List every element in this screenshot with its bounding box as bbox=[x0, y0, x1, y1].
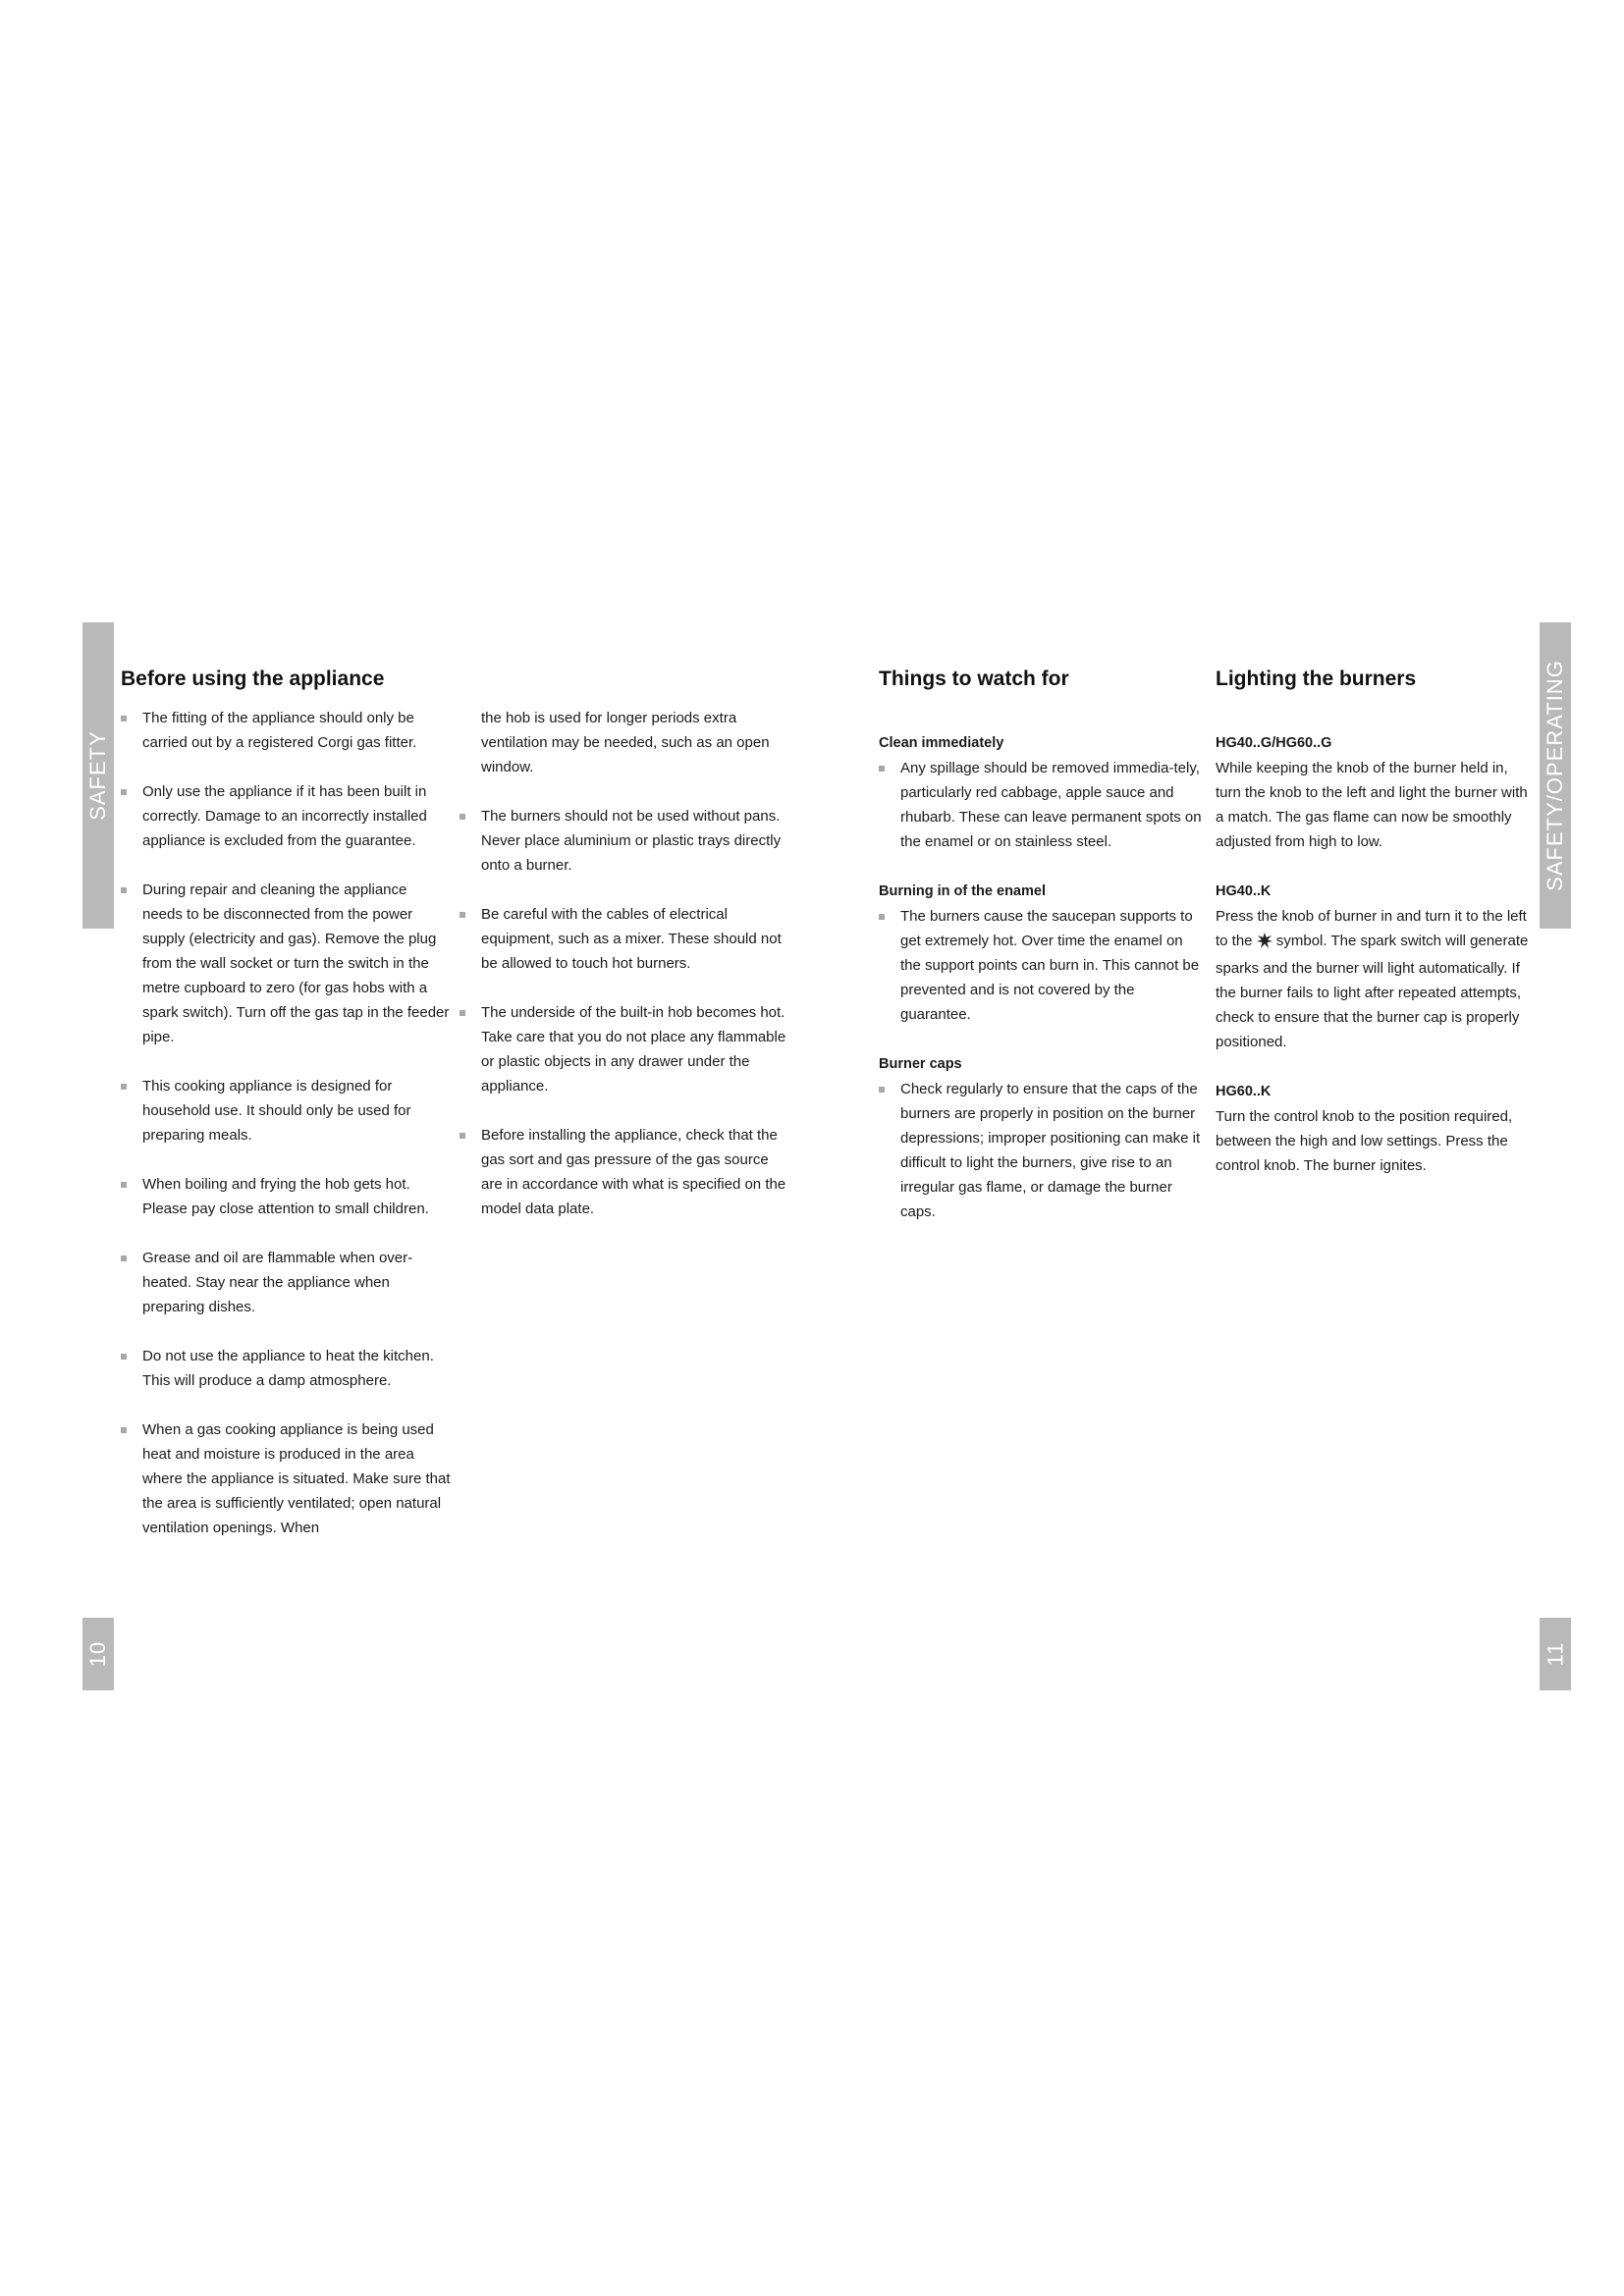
list-item: Do not use the appliance to heat the kitchen. This will produce a damp atmosphere. bbox=[121, 1344, 451, 1393]
section-title: Burner caps bbox=[879, 1056, 962, 1072]
bullet-square-icon bbox=[121, 887, 127, 893]
bullet-square-icon bbox=[879, 1087, 885, 1093]
lighting-section-hg40k bbox=[1216, 880, 1530, 1054]
section-title: Clean immediately bbox=[879, 735, 1004, 751]
bullet-square-icon bbox=[879, 914, 885, 920]
bullet-square-icon bbox=[121, 1182, 127, 1188]
list-item: When boiling and frying the hob gets hot. Please pay close attention to small children. bbox=[121, 1172, 451, 1221]
list-item: Be careful with the cables of electrical equipment, such as a mixer. These should not be allowed to touch hot burners. bbox=[460, 902, 789, 976]
bullet-square-icon bbox=[879, 766, 885, 772]
section-title: Burning in of the enamel bbox=[879, 883, 1046, 899]
section-tab-label: SAFETY/OPERATING bbox=[1543, 660, 1567, 891]
things-to-watch-heading: Things to watch for bbox=[879, 667, 1069, 690]
list-item: The underside of the built-in hob becomes hot. Take care that you do not place any flammable or plastic objects in any drawer under the appliance. bbox=[460, 1000, 789, 1098]
bullet-square-icon bbox=[121, 789, 127, 795]
lighting-column bbox=[1216, 667, 1530, 1203]
lighting-section-g bbox=[1216, 731, 1530, 854]
bullet-square-icon bbox=[121, 1084, 127, 1090]
list-item: The fitting of the appliance should only be carried out by a registered Corgi gas fitter. bbox=[121, 706, 451, 755]
bullet-square-icon bbox=[460, 1010, 465, 1016]
bullet-square-icon bbox=[460, 814, 465, 820]
page-number-tab-left bbox=[82, 1618, 114, 1690]
before-using-list-1 bbox=[121, 706, 451, 1540]
before-using-column-1 bbox=[121, 667, 451, 1540]
bullet-square-icon bbox=[460, 912, 465, 918]
section-text: Turn the control knob to the position required, between the high and low settings. Press the control knob. The burner ignites. bbox=[1216, 1108, 1513, 1174]
bullet-square-icon bbox=[121, 1427, 127, 1433]
section-tab-safety-operating bbox=[1540, 622, 1571, 929]
page-number: 10 bbox=[84, 1640, 110, 1668]
watch-section-clean bbox=[879, 731, 1207, 854]
bullet-square-icon bbox=[460, 1133, 465, 1139]
bullet-square-icon bbox=[121, 716, 127, 721]
section-text: Press the knob of burner in and turn it to the left to the symbol. The spark switch will generate sparks and the burner will light automatically. If the burner fails to light after repeated attempts, check to ensure that the burner cap is properly positioned. bbox=[1216, 908, 1529, 1050]
page-number: 11 bbox=[1543, 1641, 1567, 1667]
bullet-square-icon bbox=[121, 1255, 127, 1261]
list-item: During repair and cleaning the appliance needs to be disconnected from the power supply (electricity and gas). Remove the plug from the wall socket or turn the switch in the metre cupboard to zero (for gas hobs with a spark switch). Turn off the gas tap in the feeder pipe. bbox=[121, 878, 451, 1049]
list-item: Only use the appliance if it has been built in correctly. Damage to an incorrectly installed appliance is excluded from the guarantee. bbox=[121, 779, 451, 853]
list-item: This cooking appliance is designed for household use. It should only be used for preparing meals. bbox=[121, 1074, 451, 1148]
before-using-heading: Before using the appliance bbox=[121, 667, 385, 690]
list-item: When a gas cooking appliance is being used heat and moisture is produced in the area where the appliance is situated. Make sure that the area is sufficiently ventilated; open natural ventilation openings. When bbox=[121, 1417, 451, 1540]
section-tab-safety bbox=[82, 622, 114, 929]
list-item: The burners cause the saucepan supports to get extremely hot. Over time the enamel on the support points can burn in. This cannot be prevented and is not covered by the guarantee. bbox=[879, 904, 1207, 1027]
lighting-section-hg60k bbox=[1216, 1080, 1530, 1178]
section-title: HG40..G/HG60..G bbox=[1216, 735, 1332, 751]
section-title: HG60..K bbox=[1216, 1084, 1272, 1099]
things-to-watch-column bbox=[879, 667, 1207, 1250]
before-using-column-2 bbox=[460, 667, 789, 1246]
list-item: Grease and oil are flammable when over-heated. Stay near the appliance when preparing dishes. bbox=[121, 1246, 451, 1319]
list-item: Any spillage should be removed immedia-tely, particularly red cabbage, apple sauce and rhubarb. These can leave permanent spots on the enamel or on stainless steel. bbox=[879, 756, 1207, 854]
list-item: The burners should not be used without pans. Never place aluminium or plastic trays directly onto a burner. bbox=[460, 804, 789, 878]
before-using-list-2 bbox=[460, 804, 789, 1221]
list-item: Before installing the appliance, check that the gas sort and gas pressure of the gas source are in accordance with what is specified on the model data plate. bbox=[460, 1123, 789, 1221]
list-item: Check regularly to ensure that the caps of the burners are properly in position on the burner depressions; improper positioning can make it difficult to light the burners, give rise to an irregular gas flame, or damage the burner caps. bbox=[879, 1077, 1207, 1224]
watch-section-burner-caps bbox=[879, 1052, 1207, 1224]
watch-section-enamel bbox=[879, 880, 1207, 1027]
spark-icon bbox=[1257, 932, 1272, 956]
continuation-text: the hob is used for longer periods extra ventilation may be needed, such as an open window. bbox=[481, 710, 770, 775]
lighting-heading: Lighting the burners bbox=[1216, 667, 1417, 690]
section-text: While keeping the knob of the burner held in, turn the knob to the left and light the burner with a match. The gas flame can now be smoothly adjusted from high to low. bbox=[1216, 760, 1528, 850]
page-number-tab-right bbox=[1540, 1618, 1571, 1690]
section-tab-label: SAFETY bbox=[85, 730, 111, 821]
bullet-square-icon bbox=[121, 1354, 127, 1360]
section-title: HG40..K bbox=[1216, 883, 1272, 899]
